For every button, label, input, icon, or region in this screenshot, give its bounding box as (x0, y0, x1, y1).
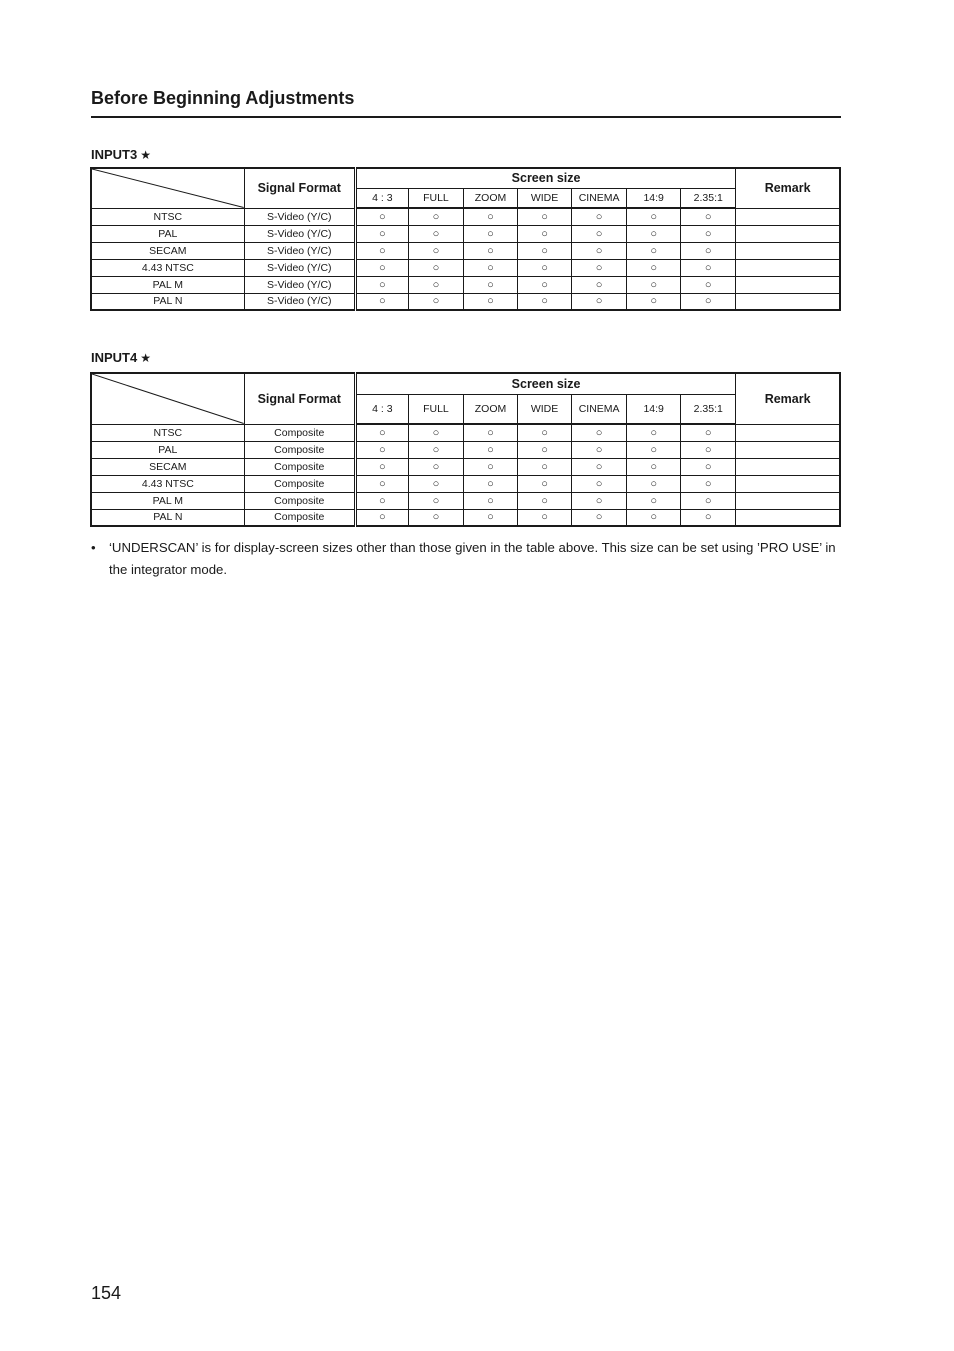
supported-mark: ○ (355, 259, 408, 276)
supported-mark: ○ (355, 242, 408, 259)
signal-cell: PAL M (91, 492, 244, 509)
remark-header: Remark (736, 373, 840, 424)
supported-mark: ○ (408, 441, 463, 458)
supported-mark: ○ (463, 458, 517, 475)
supported-mark: ○ (355, 441, 408, 458)
remark-cell (736, 492, 840, 509)
star-icon: ★ (140, 351, 151, 365)
table-row (91, 259, 840, 276)
supported-mark: ○ (627, 276, 681, 293)
supported-mark: ○ (518, 509, 572, 526)
supported-mark: ○ (681, 293, 736, 310)
supported-mark: ○ (681, 225, 736, 242)
supported-mark: ○ (572, 242, 627, 259)
supported-mark: ○ (518, 242, 572, 259)
size-header: 2.35:1 (681, 394, 736, 424)
supported-mark: ○ (627, 225, 681, 242)
supported-mark: ○ (463, 441, 517, 458)
format-cell: Composite (244, 492, 355, 509)
star-icon: ★ (140, 148, 151, 162)
supported-mark: ○ (463, 259, 517, 276)
title-divider (91, 116, 841, 118)
supported-mark: ○ (681, 441, 736, 458)
table-row (91, 441, 840, 458)
format-cell: Composite (244, 509, 355, 526)
table-row (91, 458, 840, 475)
note-text: ‘UNDERSCAN’ is for display-screen sizes other than those given in the table above. This size can be set using ’PRO USE’ in the integrator mode. (109, 540, 836, 577)
table-row (91, 208, 840, 225)
supported-mark: ○ (572, 225, 627, 242)
table-row (91, 475, 840, 492)
supported-mark: ○ (463, 208, 517, 225)
supported-mark: ○ (355, 276, 408, 293)
size-header: WIDE (518, 394, 572, 424)
signal-cell: SECAM (91, 242, 244, 259)
supported-mark: ○ (408, 509, 463, 526)
remark-cell (736, 424, 840, 441)
size-header: CINEMA (572, 394, 627, 424)
format-cell: Composite (244, 424, 355, 441)
size-header: WIDE (518, 188, 572, 208)
screen-size-header: Screen size (355, 373, 735, 394)
supported-mark: ○ (572, 276, 627, 293)
supported-mark: ○ (572, 208, 627, 225)
supported-mark: ○ (572, 441, 627, 458)
supported-mark: ○ (627, 259, 681, 276)
supported-mark: ○ (463, 293, 517, 310)
supported-mark: ○ (463, 225, 517, 242)
supported-mark: ○ (681, 208, 736, 225)
remark-cell (736, 276, 840, 293)
input3-label (91, 147, 151, 162)
supported-mark: ○ (355, 225, 408, 242)
size-header: 4 : 3 (355, 394, 408, 424)
supported-mark: ○ (518, 475, 572, 492)
supported-mark: ○ (681, 475, 736, 492)
supported-mark: ○ (681, 276, 736, 293)
supported-mark: ○ (408, 492, 463, 509)
remark-cell (736, 509, 840, 526)
supported-mark: ○ (463, 242, 517, 259)
supported-mark: ○ (408, 293, 463, 310)
supported-mark: ○ (681, 242, 736, 259)
supported-mark: ○ (518, 259, 572, 276)
table-row (91, 424, 840, 441)
supported-mark: ○ (518, 424, 572, 441)
size-header: 2.35:1 (681, 188, 736, 208)
remark-cell (736, 208, 840, 225)
corner-diagonal-cell (91, 373, 244, 424)
supported-mark: ○ (681, 424, 736, 441)
signal-cell: SECAM (91, 458, 244, 475)
size-header: ZOOM (463, 188, 517, 208)
supported-mark: ○ (408, 458, 463, 475)
supported-mark: ○ (408, 208, 463, 225)
input3-label-text: INPUT3 (91, 147, 138, 162)
table-row (91, 509, 840, 526)
signal-format-header: Signal Format (244, 373, 355, 424)
signal-cell: PAL (91, 225, 244, 242)
supported-mark: ○ (627, 424, 681, 441)
size-header: FULL (408, 188, 463, 208)
signal-cell: 4.43 NTSC (91, 259, 244, 276)
supported-mark: ○ (355, 475, 408, 492)
remark-cell (736, 458, 840, 475)
format-cell: Composite (244, 441, 355, 458)
format-cell: Composite (244, 475, 355, 492)
remark-cell (736, 441, 840, 458)
size-header: ZOOM (463, 394, 517, 424)
supported-mark: ○ (463, 475, 517, 492)
supported-mark: ○ (572, 475, 627, 492)
format-cell: S-Video (Y/C) (244, 242, 355, 259)
page-title: Before Beginning Adjustments (91, 88, 355, 108)
input4-label (91, 350, 151, 365)
supported-mark: ○ (355, 458, 408, 475)
supported-mark: ○ (518, 492, 572, 509)
supported-mark: ○ (627, 492, 681, 509)
input4-table (90, 372, 841, 527)
underscan-note (91, 537, 843, 581)
remark-cell (736, 475, 840, 492)
supported-mark: ○ (355, 208, 408, 225)
supported-mark: ○ (518, 293, 572, 310)
supported-mark: ○ (627, 458, 681, 475)
supported-mark: ○ (355, 492, 408, 509)
supported-mark: ○ (627, 509, 681, 526)
format-cell: S-Video (Y/C) (244, 225, 355, 242)
supported-mark: ○ (463, 424, 517, 441)
corner-diagonal-cell (91, 168, 244, 208)
diagonal-line (92, 169, 244, 208)
table-row (91, 276, 840, 293)
supported-mark: ○ (355, 509, 408, 526)
supported-mark: ○ (408, 475, 463, 492)
supported-mark: ○ (408, 225, 463, 242)
remark-header: Remark (736, 168, 840, 208)
diagonal-line (92, 374, 244, 424)
table-row (91, 225, 840, 242)
supported-mark: ○ (355, 424, 408, 441)
input3-table (90, 167, 841, 311)
signal-cell: PAL N (91, 509, 244, 526)
signal-cell: 4.43 NTSC (91, 475, 244, 492)
remark-cell (736, 259, 840, 276)
format-cell: Composite (244, 458, 355, 475)
table-row (91, 293, 840, 310)
table-row (91, 492, 840, 509)
size-header: 4 : 3 (355, 188, 408, 208)
supported-mark: ○ (681, 458, 736, 475)
supported-mark: ○ (572, 458, 627, 475)
format-cell: S-Video (Y/C) (244, 293, 355, 310)
signal-cell: PAL N (91, 293, 244, 310)
page-number: 154 (91, 1283, 122, 1303)
table-row (91, 242, 840, 259)
signal-cell: NTSC (91, 424, 244, 441)
screen-size-header: Screen size (355, 168, 735, 188)
bullet-icon: • (91, 540, 96, 555)
remark-cell (736, 293, 840, 310)
format-cell: S-Video (Y/C) (244, 276, 355, 293)
remark-cell (736, 225, 840, 242)
supported-mark: ○ (681, 509, 736, 526)
supported-mark: ○ (355, 293, 408, 310)
supported-mark: ○ (408, 276, 463, 293)
supported-mark: ○ (681, 492, 736, 509)
format-cell: S-Video (Y/C) (244, 208, 355, 225)
supported-mark: ○ (627, 475, 681, 492)
format-cell: S-Video (Y/C) (244, 259, 355, 276)
signal-format-header: Signal Format (244, 168, 355, 208)
supported-mark: ○ (572, 424, 627, 441)
remark-cell (736, 242, 840, 259)
supported-mark: ○ (572, 259, 627, 276)
signal-cell: NTSC (91, 208, 244, 225)
supported-mark: ○ (408, 242, 463, 259)
supported-mark: ○ (572, 293, 627, 310)
supported-mark: ○ (518, 225, 572, 242)
supported-mark: ○ (408, 424, 463, 441)
supported-mark: ○ (463, 492, 517, 509)
supported-mark: ○ (463, 509, 517, 526)
size-header: 14:9 (627, 394, 681, 424)
supported-mark: ○ (572, 492, 627, 509)
size-header: 14:9 (627, 188, 681, 208)
supported-mark: ○ (627, 293, 681, 310)
size-header: FULL (408, 394, 463, 424)
supported-mark: ○ (518, 208, 572, 225)
signal-cell: PAL (91, 441, 244, 458)
supported-mark: ○ (627, 208, 681, 225)
signal-cell: PAL M (91, 276, 244, 293)
supported-mark: ○ (518, 276, 572, 293)
supported-mark: ○ (518, 458, 572, 475)
input4-label-text: INPUT4 (91, 350, 138, 365)
supported-mark: ○ (681, 259, 736, 276)
supported-mark: ○ (627, 242, 681, 259)
supported-mark: ○ (572, 509, 627, 526)
supported-mark: ○ (627, 441, 681, 458)
supported-mark: ○ (518, 441, 572, 458)
size-header: CINEMA (572, 188, 627, 208)
supported-mark: ○ (408, 259, 463, 276)
supported-mark: ○ (463, 276, 517, 293)
